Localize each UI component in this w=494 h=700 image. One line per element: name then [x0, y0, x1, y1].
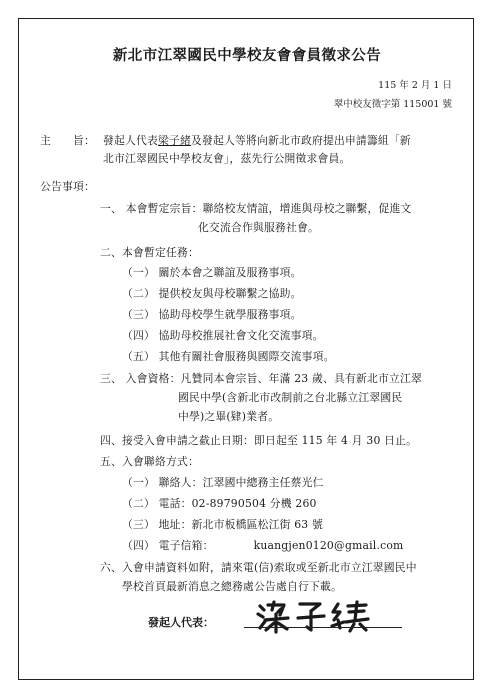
section-2-item-3: （三） 協助母校學生就學服務事項。 — [122, 308, 302, 321]
section-5-email-label: （四） 電子信箱： — [122, 539, 214, 552]
email-address[interactable]: kuangjen0120@gmail.com — [253, 539, 404, 552]
section-2-heading: 二、本會暫定任務： — [100, 246, 199, 259]
subject-line-1-post: 及發起人等將向新北市政府提出申請籌組「新 — [190, 134, 411, 147]
issue-date: 115 年 2 月 1 日 — [378, 80, 452, 91]
section-5-address: （三） 地址：新北市板橋區松江街 63 號 — [122, 518, 323, 531]
section-1-line-1: 一、 本會暫定宗旨：聯絡校友情誼，增進與母校之聯繫，促進文 — [100, 202, 412, 215]
section-1-line-2: 化交流合作與服務社會。 — [198, 221, 319, 234]
section-5-email-row — [122, 539, 403, 553]
notice-label: 公告事項： — [40, 180, 95, 193]
section-3-line-3: 中學)之畢(肄)業者。 — [178, 410, 280, 423]
subject-label: 主 旨： — [40, 134, 95, 147]
page-title — [0, 44, 494, 65]
title-main: 新北市江翠國民中學校友會 — [112, 48, 292, 64]
section-5-heading: 五、入會聯絡方式： — [100, 455, 199, 468]
founder-name: 梁子緒 — [157, 134, 191, 147]
section-2-item-2: （二） 提供校友與母校聯繫之協助。 — [122, 287, 302, 300]
subject-line-1-pre: 發起人代表 — [103, 134, 158, 147]
signature-line — [244, 627, 402, 628]
title-sub: 會員徵求公告 — [291, 48, 382, 64]
section-2-item-4: （四） 協助母校推展社會文化交流事項。 — [122, 329, 324, 342]
section-2-item-5: （五） 其他有關社會服務與國際交流事項。 — [122, 350, 335, 363]
section-6-line-1: 六、入會申請資料如附，請來電(信)索取或至新北市立江翠國民中 — [100, 561, 417, 574]
section-6-line-2: 學校首頁最新消息之總務處公告處自行下載。 — [122, 580, 342, 593]
section-5-phone: （二） 電話：02-89790504 分機 260 — [122, 497, 317, 510]
section-3-line-2: 國民中學(含新北市改制前之台北縣立江翠國民 — [178, 391, 403, 404]
subject-line-1 — [103, 134, 411, 148]
document-number: 翠中校友徵字第 115001 號 — [333, 99, 452, 110]
handwritten-signature — [254, 598, 374, 634]
subject-line-2: 北市江翠國民中學校友會」，茲先行公開徵求會員。 — [103, 152, 351, 165]
signature-label: 發起人代表： — [148, 616, 214, 629]
section-3-line-1: 三、 入會資格：凡贊同本會宗旨、年滿 23 歲、具有新北市立江翠 — [100, 372, 422, 385]
section-5-contact: （一） 聯絡人：江翠國中總務主任蔡光仁 — [122, 476, 324, 489]
section-2-item-1: （一） 關於本會之聯誼及服務事項。 — [122, 266, 302, 279]
section-4: 四、接受入會申請之截止日期：即日起至 115 年 4 月 30 日止。 — [100, 434, 418, 447]
